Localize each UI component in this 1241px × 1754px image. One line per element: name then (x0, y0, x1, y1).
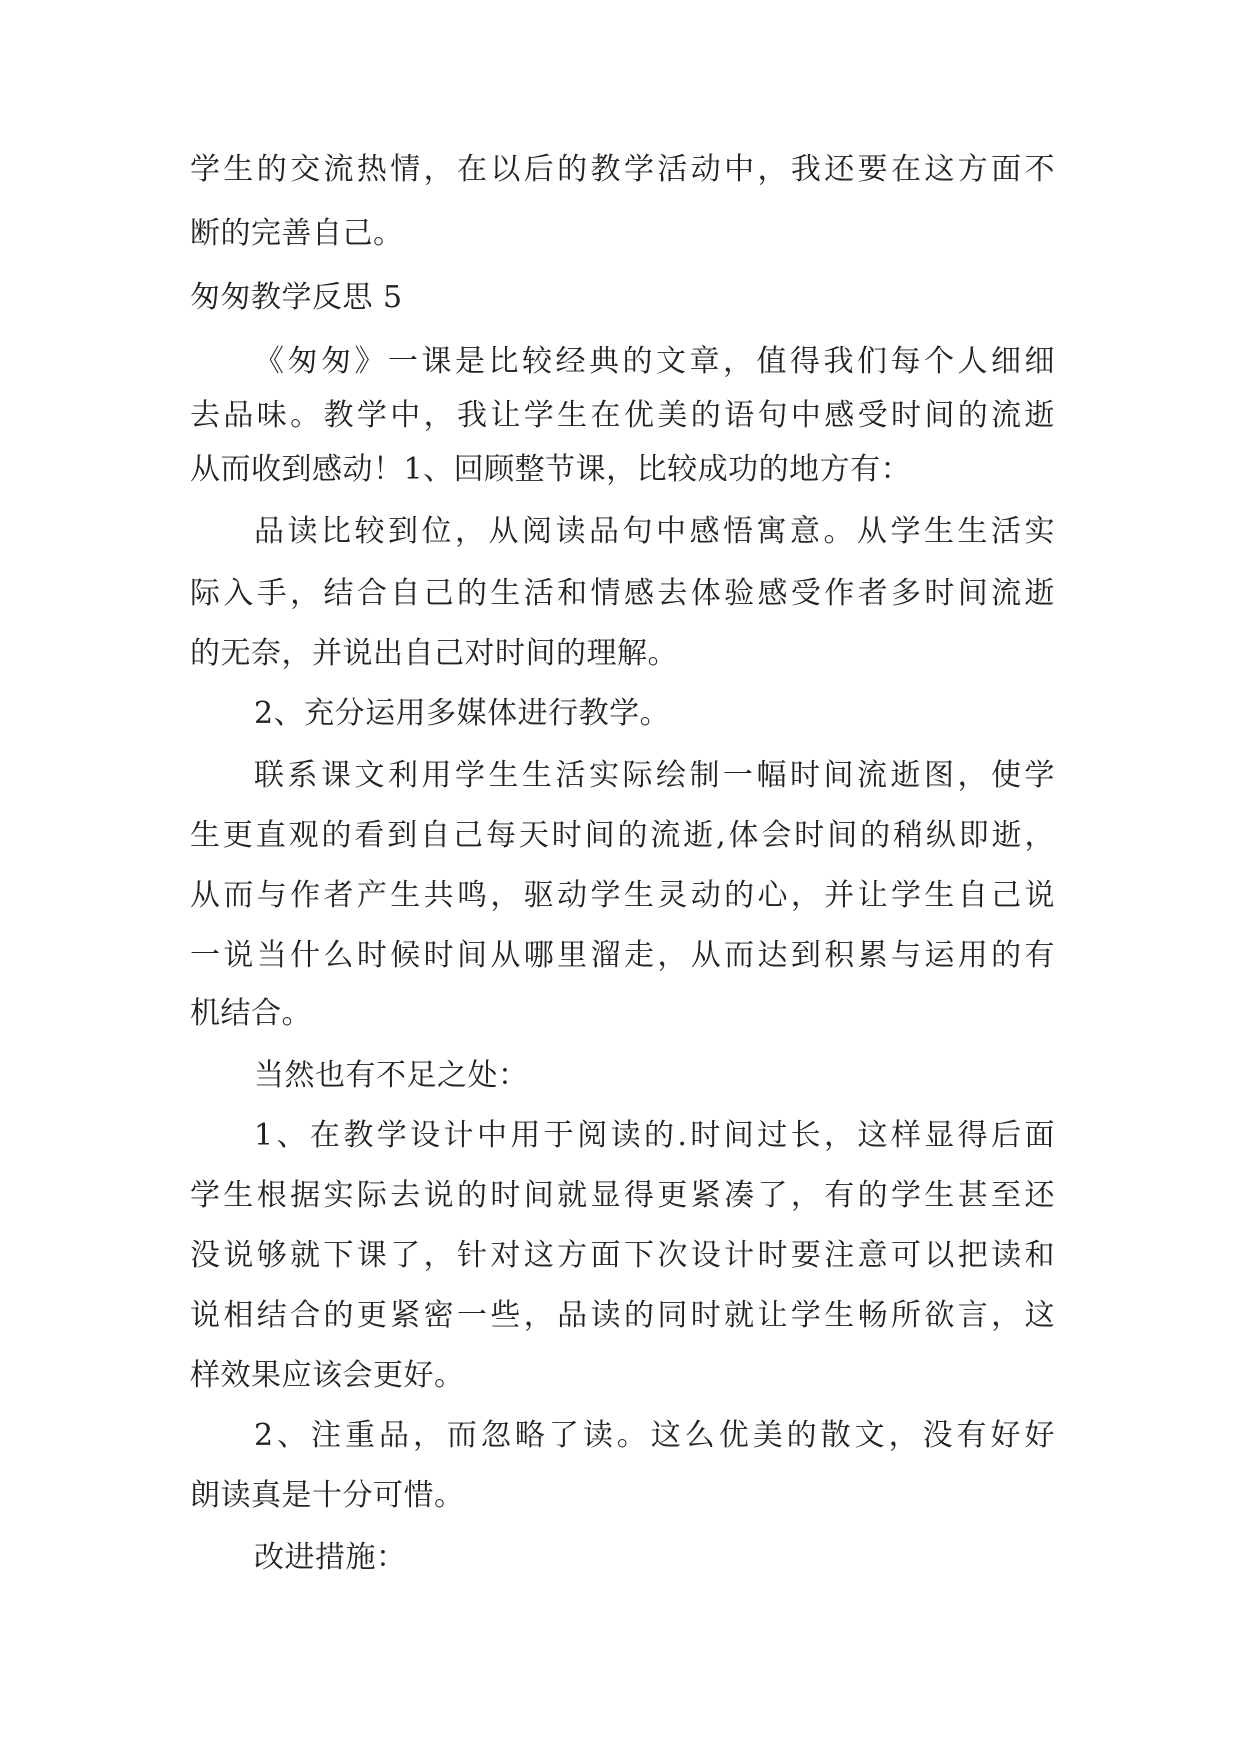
text-line: 说相结合的更紧密一些，品读的同时就让学生畅所欲言，这 (190, 1298, 1055, 1333)
text-line: 生更直观的看到自己每天时间的流逝,体会时间的稍纵即逝， (190, 818, 1055, 853)
text-line: 朗读真是十分可惜。 (190, 1478, 465, 1513)
text-line: 样效果应该会更好。 (190, 1358, 465, 1393)
paragraph-first-line: 2、注重品，而忽略了读。这么优美的散文，没有好好 (254, 1418, 1055, 1453)
paragraph-first-line: 品读比较到位，从阅读品句中感悟寓意。从学生生活实 (254, 514, 1055, 549)
text-line: 际入手，结合自己的生活和情感去体验感受作者多时间流逝 (190, 576, 1055, 611)
text-line: 去品味。教学中，我让学生在优美的语句中感受时间的流逝 (190, 398, 1055, 433)
paragraph-first-line: 联系课文利用学生生活实际绘制一幅时间流逝图，使学 (254, 758, 1055, 793)
section-heading: 匆匆教学反思 5 (190, 280, 403, 315)
text-line: 一说当什么时候时间从哪里溜走，从而达到积累与运用的有 (190, 938, 1055, 973)
text-line: 机结合。 (190, 996, 312, 1031)
paragraph-first-line: 《匆匆》一课是比较经典的文章，值得我们每个人细细 (254, 344, 1055, 379)
paragraph-first-line: 改进措施： (254, 1540, 407, 1575)
text-line: 从而收到感动！1、回顾整节课，比较成功的地方有： (190, 452, 912, 487)
text-line: 学生根据实际去说的时间就显得更紧凑了，有的学生甚至还 (190, 1178, 1055, 1213)
text-line: 从而与作者产生共鸣，驱动学生灵动的心，并让学生自己说 (190, 878, 1055, 913)
text-line: 没说够就下课了，针对这方面下次设计时要注意可以把读和 (190, 1238, 1055, 1273)
paragraph-first-line: 2、充分运用多媒体进行教学。 (254, 696, 671, 731)
paragraph-first-line: 当然也有不足之处： (254, 1058, 529, 1093)
paragraph-first-line: 1、在教学设计中用于阅读的.时间过长，这样显得后面 (254, 1118, 1055, 1153)
text-line: 学生的交流热情，在以后的教学活动中，我还要在这方面不 (190, 152, 1055, 187)
text-line: 的无奈，并说出自己对时间的理解。 (190, 636, 678, 671)
text-line: 断的完善自己。 (190, 216, 404, 251)
